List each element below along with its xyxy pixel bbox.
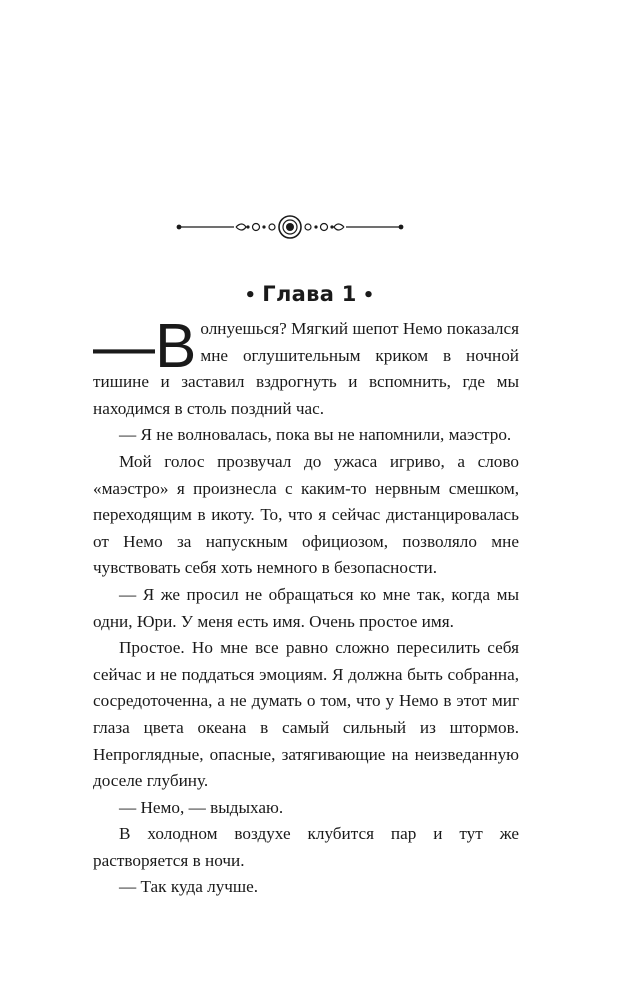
paragraph: В холодном воздухе клубится пар и тут же растворяется в ночи. [93, 824, 519, 870]
paragraph: — Я же просил не обращаться ко мне так, когда мы одни, Юри. У меня есть имя. Очень простое имя. [93, 584, 519, 631]
chapter-heading [0, 282, 619, 306]
paragraph: —В олнуешься? Мягкий шепот Немо показался мне оглушительным криком в ночной тишине и заставил вздрогнуть и вспомнить, где мы находимся в столь поздний час. [93, 312, 519, 418]
paragraph: Простое. Но мне все равно сложно пересилить себя сейчас и не поддаться эмоциям. Я должна быть собранна, сосредоточенна, а не думать о том, что у Немо в этот миг глаза цвета океана в самый сильный из штормов. Непроглядные, опасные, затягивающие на неизведанную доселе глубину. [93, 638, 519, 791]
chapter-body [93, 312, 519, 901]
bullet-left: • [244, 285, 257, 306]
drop-cap: —В [93, 312, 197, 381]
decorative-divider-icon [172, 210, 408, 244]
bullet-right: • [362, 285, 375, 306]
paragraph: — Я не волновалась, пока вы не напомнили, маэстро. [119, 425, 512, 445]
chapter-title: Глава 1 [262, 282, 357, 306]
paragraph: Мой голос прозвучал до ужаса игриво, а слово «маэстро» я произнесла с каким-то нервным смешком, переходящим в икоту. То, что я сейчас дистанцировалась от Немо за напускным официозом, позволяло мне чувствовать себя хоть немного в безопасности. [93, 451, 519, 578]
paragraph: — Немо, — выдыхаю. [119, 797, 284, 817]
paragraph: — Так куда лучше. [119, 877, 259, 897]
